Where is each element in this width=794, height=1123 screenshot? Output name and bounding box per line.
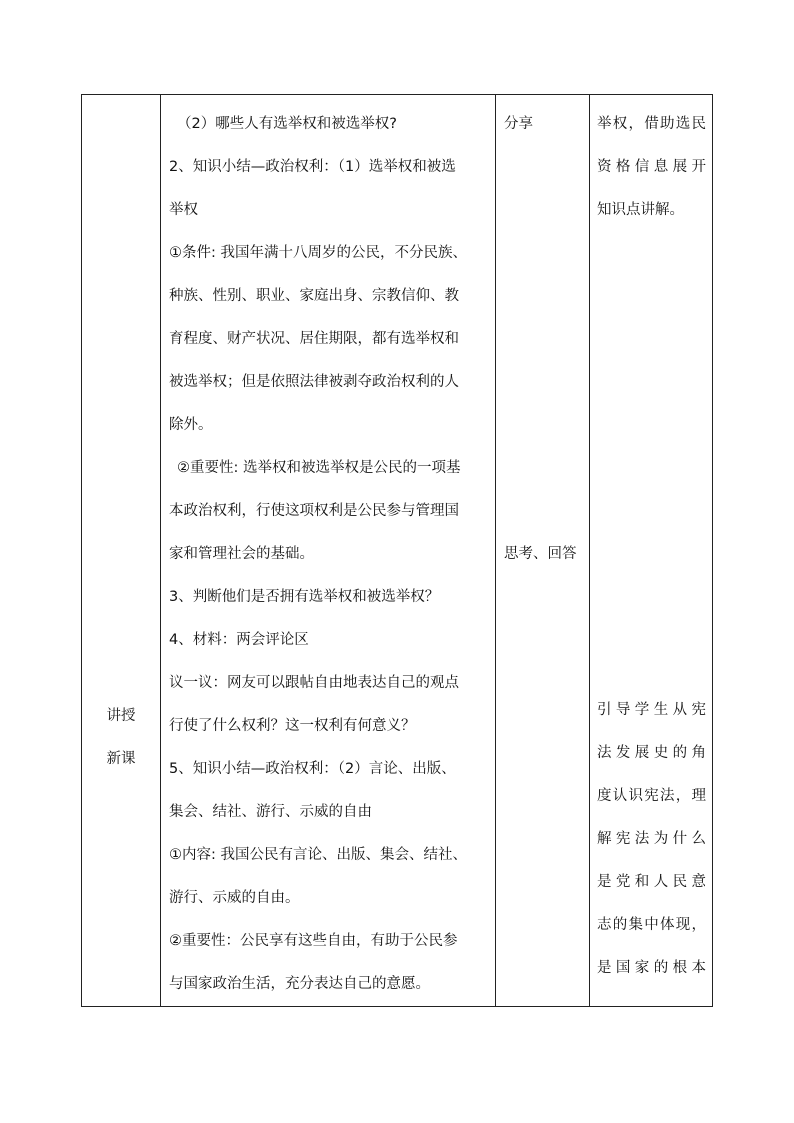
content-line: 4、材料：两会评论区 — [169, 632, 309, 648]
intent-block-1 — [597, 103, 706, 232]
content-line: 举权 — [169, 202, 198, 218]
content-line: 种族、性别、职业、家庭出身、宗教信仰、教 — [169, 288, 459, 304]
intent-line: 知识点讲解。 — [597, 202, 684, 218]
intent-line: 是国家的根本 — [597, 960, 706, 976]
content-line: 5、知识小结—政治权利：（2）言论、出版、 — [169, 761, 456, 777]
content-line: 育程度、财产状况、居住期限，都有选举权和 — [169, 331, 459, 347]
activity-think-answer: 思考、回答 — [504, 546, 577, 562]
content-line: ①条件: 我国年满十八周岁的公民，不分民族、 — [169, 245, 467, 261]
intent-line: 度认识宪法，理 — [597, 788, 706, 804]
content-line: （2）哪些人有选举权和被选举权? — [177, 116, 397, 132]
table-row — [82, 95, 713, 1007]
design-intent-cell — [590, 95, 713, 1007]
stage-cell — [82, 95, 161, 1007]
intent-line: 法发展史的角 — [597, 745, 706, 761]
stage-label — [82, 695, 160, 781]
student-activity-cell — [496, 95, 590, 1007]
intent-line: 举权，借助选民 — [597, 116, 706, 132]
stage-line: 新课 — [106, 751, 136, 767]
activity-share: 分享 — [504, 116, 533, 132]
content-line: 游行、示威的自由。 — [169, 890, 300, 906]
intent-line: 志的集中体现， — [597, 917, 706, 933]
intent-block-2 — [597, 689, 706, 990]
content-line: ②重要性：公民享有这些自由，有助于公民参 — [169, 933, 458, 949]
content-line: 与国家政治生活，充分表达自己的意愿。 — [169, 976, 430, 992]
content-line: 3、判断他们是否拥有选举权和被选举权？ — [169, 589, 440, 605]
content-line: 议一议：网友可以跟帖自由地表达自己的观点 — [169, 675, 459, 691]
content-line: 2、知识小结—政治权利：（1）选举权和被选 — [169, 159, 456, 175]
content-line: 家和管理社会的基础。 — [169, 546, 314, 562]
lesson-plan-table — [81, 94, 713, 1007]
content-line: ①内容: 我国公民有言论、出版、集会、结社、 — [169, 847, 467, 863]
intent-line: 资格信息展开 — [597, 159, 706, 175]
intent-line: 解宪法为什么 — [597, 831, 706, 847]
content-line: 行使了什么权利？这一权利有何意义？ — [169, 718, 416, 734]
teaching-content-cell — [161, 95, 496, 1007]
content-line: 集会、结社、游行、示威的自由 — [169, 804, 372, 820]
intent-line: 是党和人民意 — [597, 874, 706, 890]
content-line: ②重要性: 选举权和被选举权是公民的一项基 — [177, 460, 461, 476]
intent-line: 引导学生从宪 — [597, 702, 706, 718]
content-line: 除外。 — [169, 417, 213, 433]
content-line: 被选举权；但是依照法律被剥夺政治权利的人 — [169, 374, 459, 390]
content-line: 本政治权利，行使这项权利是公民参与管理国 — [169, 503, 459, 519]
stage-line: 讲授 — [106, 708, 136, 724]
